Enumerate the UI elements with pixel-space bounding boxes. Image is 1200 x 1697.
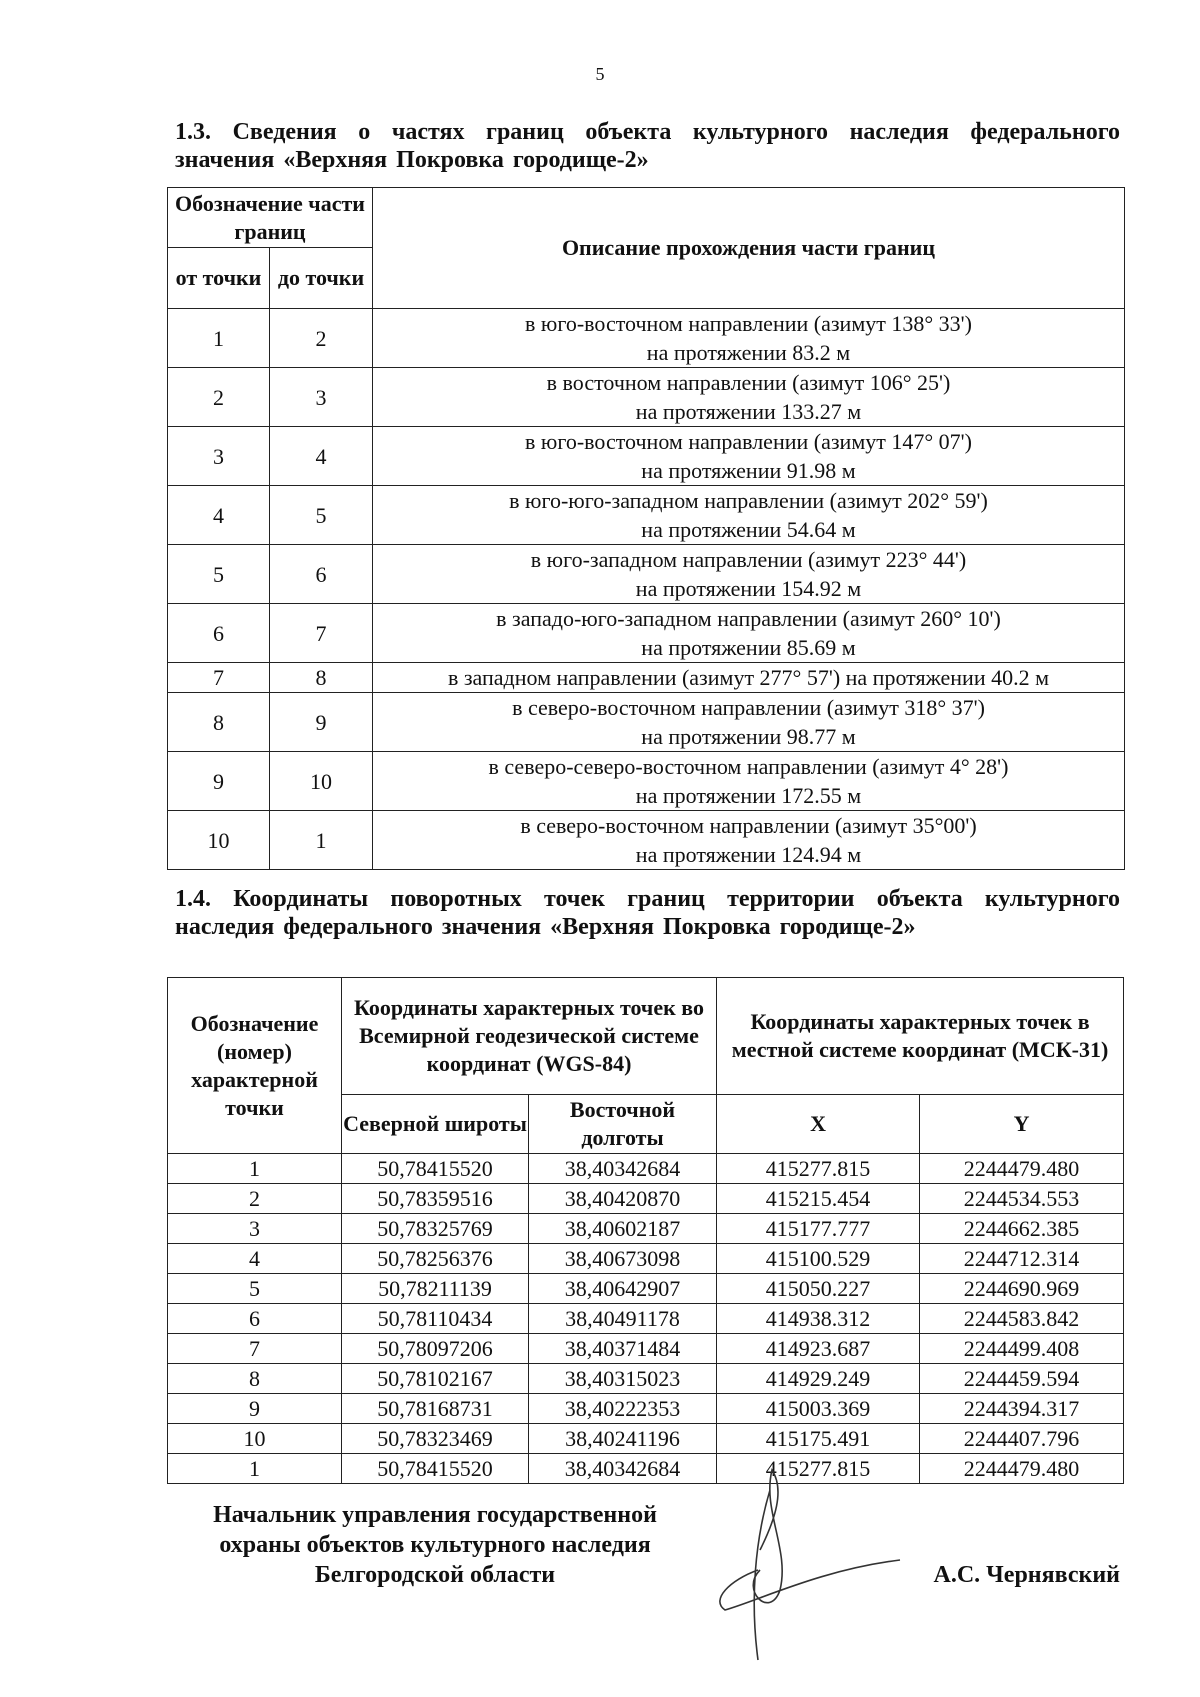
latitude-cell: 50,78415520 — [342, 1154, 529, 1184]
latitude-cell: 50,78359516 — [342, 1184, 529, 1214]
y-coordinate-cell: 2244534.553 — [920, 1184, 1124, 1214]
y-coordinate-cell: 2244459.594 — [920, 1364, 1124, 1394]
table-row — [168, 1334, 1124, 1364]
to-point-cell: 2 — [270, 309, 373, 368]
table-row — [168, 752, 1125, 811]
table-row — [168, 1394, 1124, 1424]
longitude-cell: 38,40491178 — [529, 1304, 717, 1334]
longitude-cell: 38,40673098 — [529, 1244, 717, 1274]
description-line: в юго-восточном направлении (азимут 147° 07') — [525, 429, 972, 454]
from-point-cell: 2 — [168, 368, 270, 427]
section-1-4-title: 1.4. Координаты поворотных точек границ территории объекта культурного наследия федерального значения «Верхняя Покровка городище-2» — [175, 886, 1120, 940]
description-line: на протяжении 85.69 м — [641, 635, 856, 660]
latitude-cell: 50,78102167 — [342, 1364, 529, 1394]
description-line: в юго-восточном направлении (азимут 138° 33') — [525, 311, 972, 336]
from-point-cell: 1 — [168, 309, 270, 368]
description-cell — [373, 368, 1125, 427]
y-coordinate-cell: 2244479.480 — [920, 1154, 1124, 1184]
longitude-cell: 38,40371484 — [529, 1334, 717, 1364]
latitude-cell: 50,78415520 — [342, 1454, 529, 1484]
description-line: в западо-юго-западном направлении (азимут 260° 10') — [496, 606, 1001, 631]
longitude-cell: 38,40602187 — [529, 1214, 717, 1244]
point-number-cell: 1 — [168, 1154, 342, 1184]
point-number-cell: 5 — [168, 1274, 342, 1304]
header-longitude: Восточной долготы — [529, 1095, 717, 1154]
description-line: на протяжении 124.94 м — [635, 842, 862, 867]
header-from-point: от точки — [168, 248, 270, 309]
description-cell — [373, 309, 1125, 368]
latitude-cell: 50,78097206 — [342, 1334, 529, 1364]
y-coordinate-cell: 2244712.314 — [920, 1244, 1124, 1274]
point-number-cell: 7 — [168, 1334, 342, 1364]
latitude-cell: 50,78110434 — [342, 1304, 529, 1334]
description-line: на протяжении 91.98 м — [641, 458, 856, 483]
description-line: на протяжении 54.64 м — [641, 517, 856, 542]
signatory-title — [180, 1500, 690, 1590]
boundary-parts-table — [167, 187, 1125, 870]
coordinates-table — [167, 977, 1124, 1484]
table-row — [168, 1424, 1124, 1454]
x-coordinate-cell: 415177.777 — [717, 1214, 920, 1244]
header-boundary-designation: Обозначение части границ — [168, 188, 373, 248]
table-row — [168, 1154, 1124, 1184]
table-row — [168, 1214, 1124, 1244]
description-cell — [373, 486, 1125, 545]
header-y: Y — [920, 1095, 1124, 1154]
y-coordinate-cell: 2244583.842 — [920, 1304, 1124, 1334]
table-row — [168, 368, 1125, 427]
table-row — [168, 1244, 1124, 1274]
header-to-point: до точки — [270, 248, 373, 309]
x-coordinate-cell: 415100.529 — [717, 1244, 920, 1274]
longitude-cell: 38,40315023 — [529, 1364, 717, 1394]
description-cell — [373, 752, 1125, 811]
header-msk31: Координаты характерных точек в местной системе координат (МСК-31) — [717, 978, 1124, 1095]
to-point-cell: 5 — [270, 486, 373, 545]
table-row — [168, 486, 1125, 545]
table-row — [168, 1184, 1124, 1214]
table-row — [168, 811, 1125, 870]
description-cell — [373, 663, 1125, 693]
description-line: на протяжении 133.27 м — [635, 399, 862, 424]
table-row — [168, 427, 1125, 486]
from-point-cell: 8 — [168, 693, 270, 752]
description-cell — [373, 427, 1125, 486]
x-coordinate-cell: 415277.815 — [717, 1154, 920, 1184]
x-coordinate-cell: 415050.227 — [717, 1274, 920, 1304]
description-cell — [373, 811, 1125, 870]
description-line: в северо-северо-восточном направлении (азимут 4° 28') — [488, 754, 1009, 779]
to-point-cell: 6 — [270, 545, 373, 604]
from-point-cell: 9 — [168, 752, 270, 811]
y-coordinate-cell: 2244690.969 — [920, 1274, 1124, 1304]
from-point-cell: 10 — [168, 811, 270, 870]
to-point-cell: 7 — [270, 604, 373, 663]
description-cell — [373, 604, 1125, 663]
from-point-cell: 3 — [168, 427, 270, 486]
x-coordinate-cell: 414938.312 — [717, 1304, 920, 1334]
header-latitude: Северной широты — [342, 1095, 529, 1154]
latitude-cell: 50,78325769 — [342, 1214, 529, 1244]
table-row — [168, 1274, 1124, 1304]
to-point-cell: 10 — [270, 752, 373, 811]
longitude-cell: 38,40342684 — [529, 1154, 717, 1184]
point-number-cell: 8 — [168, 1364, 342, 1394]
to-point-cell: 1 — [270, 811, 373, 870]
longitude-cell: 38,40222353 — [529, 1394, 717, 1424]
x-coordinate-cell: 414923.687 — [717, 1334, 920, 1364]
signatory-title-line: охраны объектов культурного наследия — [219, 1532, 651, 1558]
description-line: в северо-восточном направлении (азимут 318° 37') — [512, 695, 985, 720]
point-number-cell: 10 — [168, 1424, 342, 1454]
description-cell — [373, 545, 1125, 604]
point-number-cell: 1 — [168, 1454, 342, 1484]
y-coordinate-cell: 2244499.408 — [920, 1334, 1124, 1364]
description-line: в юго-юго-западном направлении (азимут 202° 59') — [509, 488, 988, 513]
longitude-cell: 38,40642907 — [529, 1274, 717, 1304]
longitude-cell: 38,40420870 — [529, 1184, 717, 1214]
to-point-cell: 3 — [270, 368, 373, 427]
point-number-cell: 9 — [168, 1394, 342, 1424]
latitude-cell: 50,78211139 — [342, 1274, 529, 1304]
table-row — [168, 1454, 1124, 1484]
table-row — [168, 1304, 1124, 1334]
signatory-title-line: Белгородской области — [314, 1562, 556, 1588]
table-row — [168, 1364, 1124, 1394]
description-line: в северо-восточном направлении (азимут 35°00') — [520, 813, 977, 838]
longitude-cell: 38,40241196 — [529, 1424, 717, 1454]
x-coordinate-cell: 415175.491 — [717, 1424, 920, 1454]
latitude-cell: 50,78256376 — [342, 1244, 529, 1274]
section-1-3-title: 1.3. Сведения о частях границ объекта культурного наследия федерального значения «Верхняя Покровка городище-2» — [175, 119, 1120, 173]
description-line: на протяжении 83.2 м — [646, 340, 851, 365]
description-line: на протяжении 98.77 м — [641, 724, 856, 749]
description-line: в восточном направлении (азимут 106° 25') — [546, 370, 951, 395]
x-coordinate-cell: 415277.815 — [717, 1454, 920, 1484]
y-coordinate-cell: 2244479.480 — [920, 1454, 1124, 1484]
from-point-cell: 6 — [168, 604, 270, 663]
from-point-cell: 4 — [168, 486, 270, 545]
x-coordinate-cell: 414929.249 — [717, 1364, 920, 1394]
table-row — [168, 663, 1125, 693]
header-point-number: Обозначение (номер) характерной точки — [168, 978, 342, 1154]
y-coordinate-cell: 2244662.385 — [920, 1214, 1124, 1244]
signatory-name: А.С. Чернявский — [933, 1562, 1120, 1588]
y-coordinate-cell: 2244407.796 — [920, 1424, 1124, 1454]
description-line: на протяжении 154.92 м — [635, 576, 862, 601]
x-coordinate-cell: 415215.454 — [717, 1184, 920, 1214]
from-point-cell: 7 — [168, 663, 270, 693]
from-point-cell: 5 — [168, 545, 270, 604]
table-row — [168, 309, 1125, 368]
table-row — [168, 545, 1125, 604]
header-x: X — [717, 1095, 920, 1154]
point-number-cell: 6 — [168, 1304, 342, 1334]
description-line: на протяжении 172.55 м — [635, 783, 862, 808]
latitude-cell: 50,78323469 — [342, 1424, 529, 1454]
point-number-cell: 2 — [168, 1184, 342, 1214]
table-row — [168, 693, 1125, 752]
header-wgs84: Координаты характерных точек во Всемирной геодезической системе координат (WGS-84) — [342, 978, 717, 1095]
description-line: в западном направлении (азимут 277° 57') на протяжении 40.2 м — [447, 665, 1050, 690]
signatory-title-line: Начальник управления государственной — [213, 1502, 657, 1528]
to-point-cell: 4 — [270, 427, 373, 486]
point-number-cell: 3 — [168, 1214, 342, 1244]
description-line: в юго-западном направлении (азимут 223° 44') — [530, 547, 967, 572]
page-number: 5 — [595, 64, 605, 84]
header-description: Описание прохождения части границ — [373, 188, 1125, 309]
to-point-cell: 8 — [270, 663, 373, 693]
table-row — [168, 604, 1125, 663]
longitude-cell: 38,40342684 — [529, 1454, 717, 1484]
y-coordinate-cell: 2244394.317 — [920, 1394, 1124, 1424]
point-number-cell: 4 — [168, 1244, 342, 1274]
latitude-cell: 50,78168731 — [342, 1394, 529, 1424]
x-coordinate-cell: 415003.369 — [717, 1394, 920, 1424]
description-cell — [373, 693, 1125, 752]
to-point-cell: 9 — [270, 693, 373, 752]
